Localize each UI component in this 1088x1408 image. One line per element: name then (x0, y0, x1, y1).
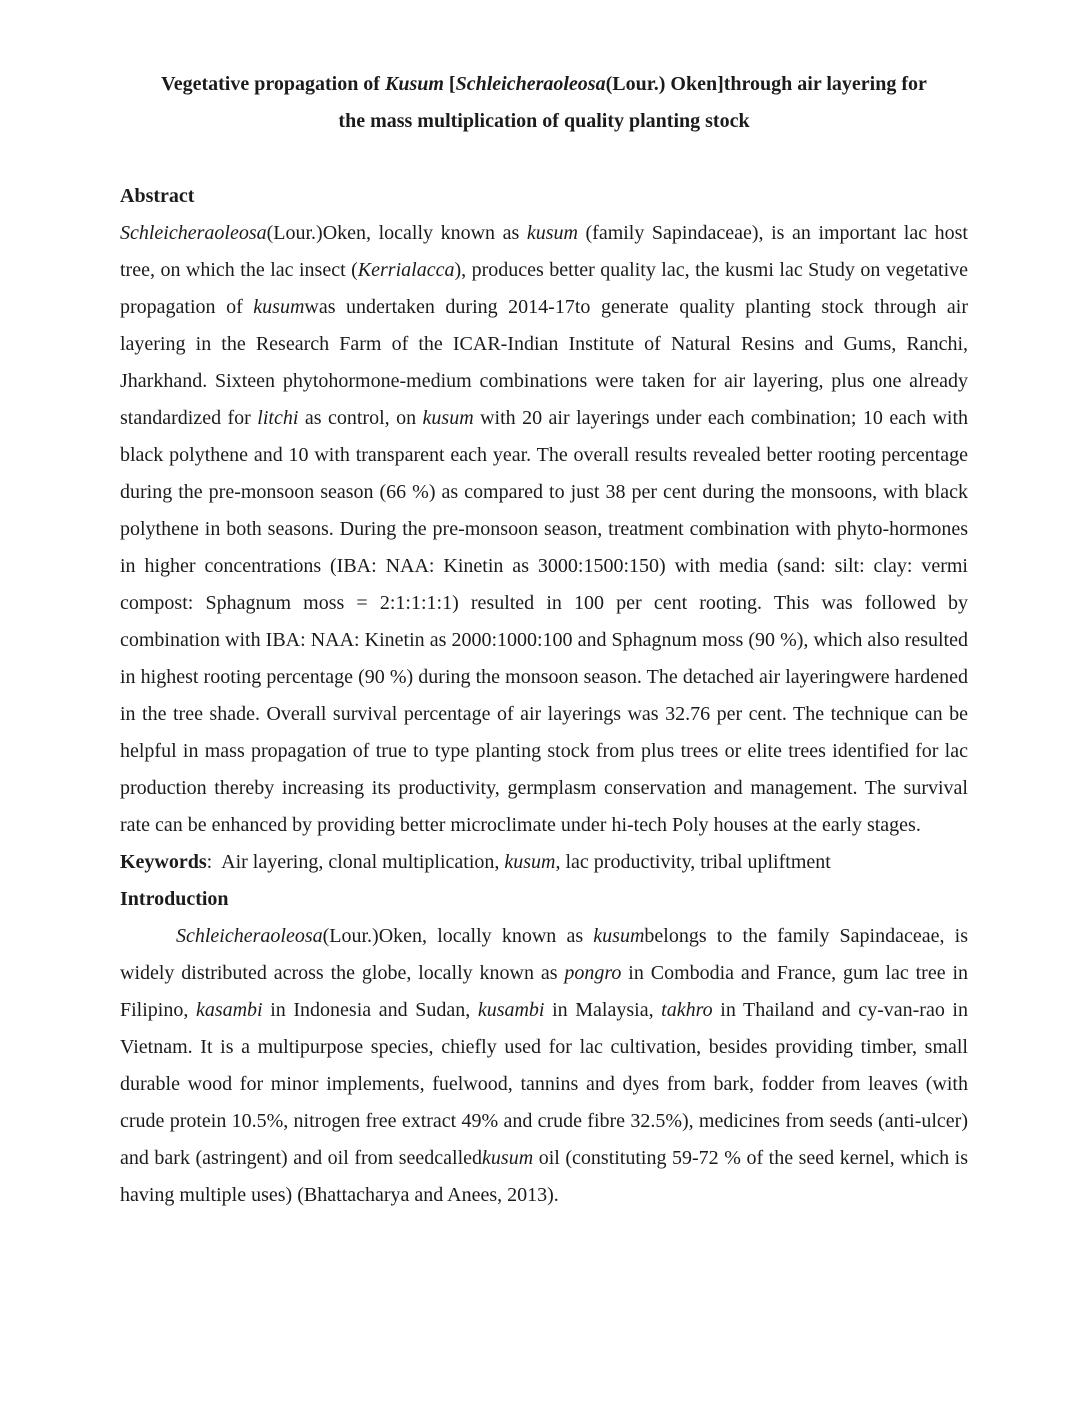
paper-title-line-2: the mass multiplication of quality planting stock (338, 110, 750, 132)
paper-title (110, 66, 978, 140)
introduction-heading: Introduction (120, 888, 229, 910)
abstract-paragraph: Schleicheraoleosa(Lour.)Oken, locally known as kusum (family Sapindaceae), is an important lac host tree, on which the lac insect (Kerrialacca), produces better quality lac, the kusmi lac Study on vegetative propagation of kusumwas undertaken during 2014-17to generate quality planting stock through air layering in the Research Farm of the ICAR-Indian Institute of Natural Resins and Gums, Ranchi, Jharkhand. Sixteen phytohormone-medium combinations were taken for air layering, plus one already standardized for litchi as control, on kusum with 20 air layerings under each combination; 10 each with black polythene and 10 with transparent each year. The overall results revealed better rooting percentage during the pre-monsoon season (66 %) as compared to just 38 per cent during the monsoons, with black polythene in both seasons. During the pre-monsoon season, treatment combination with phyto-hormones in higher concentrations (IBA: NAA: Kinetin as 3000:1500:150) with media (sand: silt: clay: vermi compost: Sphagnum moss = 2:1:1:1:1) resulted in 100 per cent rooting. This was followed by combination with IBA: NAA: Kinetin as 2000:1000:100 and Sphagnum moss (90 %), which also resulted in highest rooting percentage (90 %) during the monsoon season. The detached air layeringwere hardened in the tree shade. Overall survival percentage of air layerings was 32.76 per cent. The technique can be helpful in mass propagation of true to type planting stock from plus trees or elite trees identified for lac production thereby increasing its productivity, germplasm conservation and management. The survival rate can be enhanced by providing better microclimate under hi-tech Poly houses at the early stages. (120, 222, 969, 836)
introduction-paragraph: Schleicheraoleosa(Lour.)Oken, locally known as kusumbelongs to the family Sapindaceae, is widely distributed across the globe, locally known as pongro in Combodia and France, gum lac tree in Filipino, kasambi in Indonesia and Sudan, kusambi in Malaysia, takhro in Thailand and cy-van-rao in Vietnam. It is a multipurpose species, chiefly used for lac cultivation, besides providing timber, small durable wood for minor implements, fuelwood, tannins and dyes from bark, fodder from leaves (with crude protein 10.5%, nitrogen free extract 49% and crude fibre 32.5%), medicines from seeds (anti-ulcer) and bark (astringent) and oil from seedcalledkusum oil (constituting 59-72 % of the seed kernel, which is having multiple uses) (Bhattacharya and Anees, 2013). (120, 925, 969, 1206)
abstract-heading: Abstract (120, 185, 195, 207)
keywords-line: Keywords: Air layering, clonal multiplication, kusum, lac productivity, tribal upliftment (120, 851, 831, 873)
paper-title-line-1: Vegetative propagation of Kusum [Schleicheraoleosa(Lour.) Oken]through air layering for (161, 73, 927, 95)
